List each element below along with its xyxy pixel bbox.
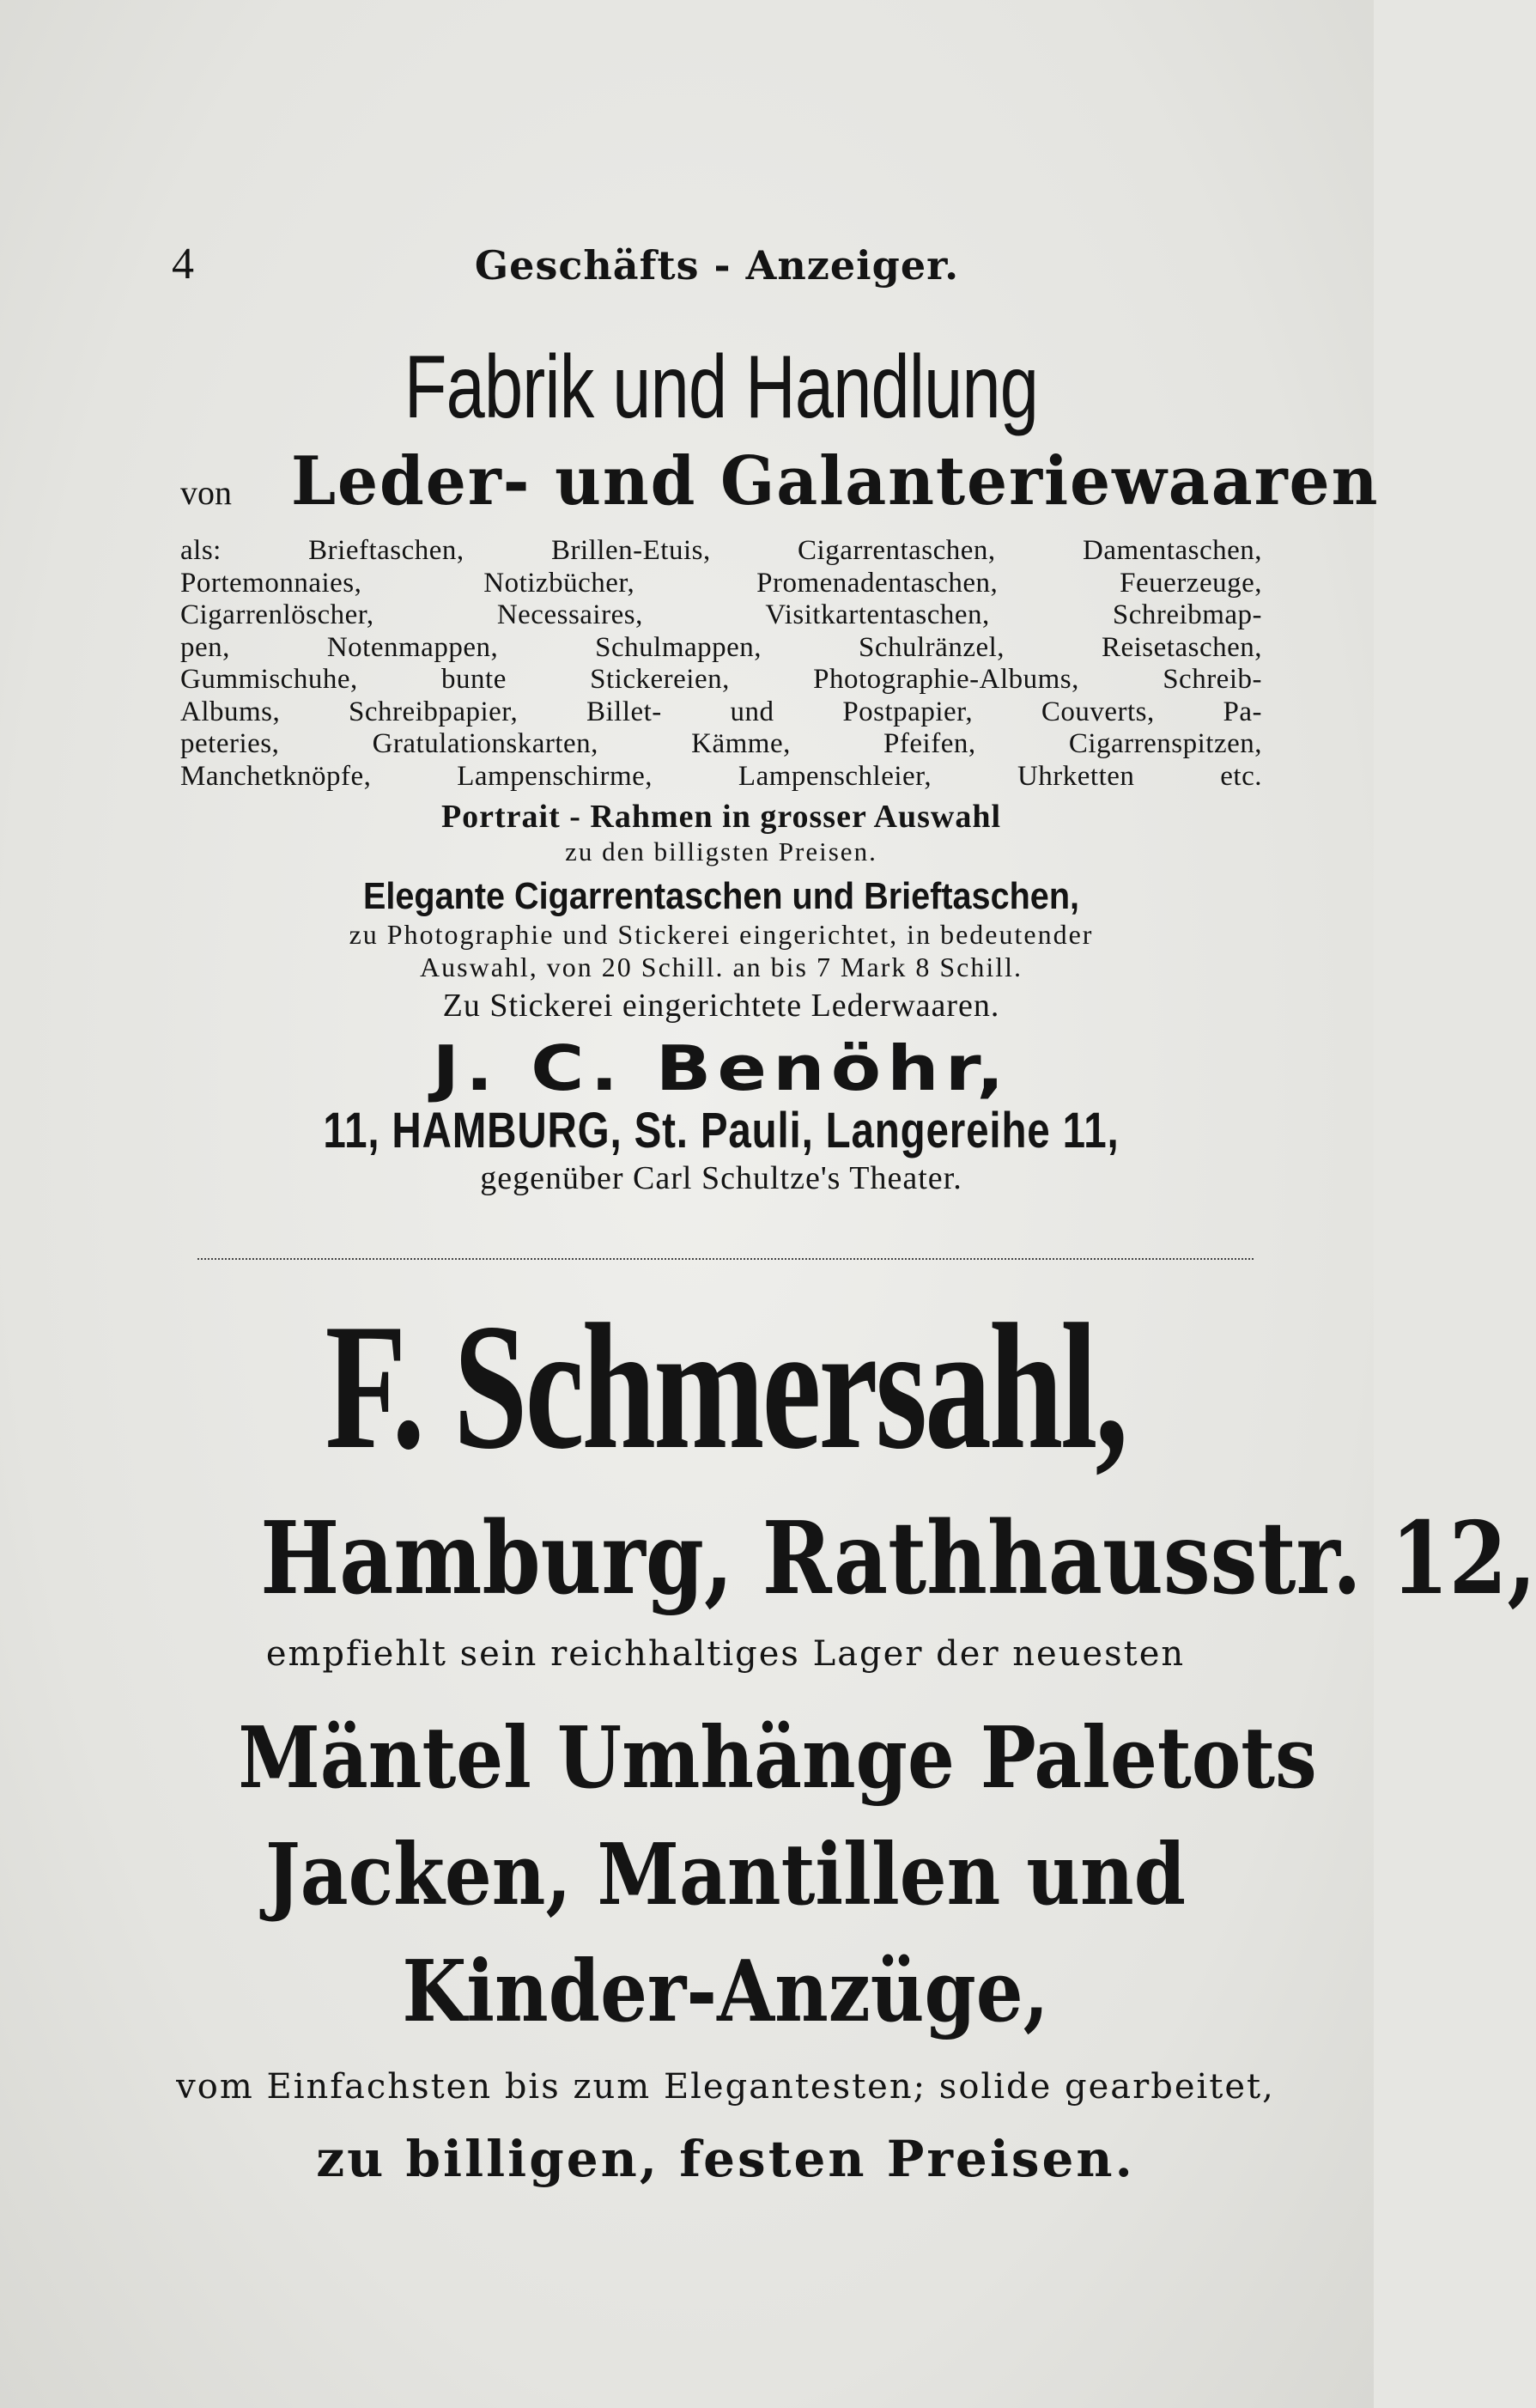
ad1-photo-line: zu Photographie und Stickerei eingerichtet, in bedeutender xyxy=(349,919,1094,950)
divider-rule xyxy=(197,1258,1254,1260)
ad2-goods-line-1: Mäntel Umhänge Paletots xyxy=(238,1709,1317,1808)
ad1-portrait-line: Portrait - Rahmen in grosser Auswahl xyxy=(440,799,1002,835)
ad2-prices: zu billigen, festen Preisen. xyxy=(316,2130,1135,2188)
product-line: Gummischuhe, bunte Stickereien, Photographie-Albums, Schreib- xyxy=(180,664,1262,695)
ad2-firm-name: F. Schmersahl, xyxy=(325,1287,1126,1487)
ad1-subtitle: Leder- und Galanteriewaaren xyxy=(291,442,1380,520)
advertisement-schmersahl xyxy=(172,1287,1536,2193)
product-line: pen, Notenmappen, Schulmappen, Schulränzel, Reisetaschen, xyxy=(180,631,1262,663)
ad1-opposite: gegenüber Carl Schultze's Theater. xyxy=(480,1160,962,1196)
ad1-product-list xyxy=(180,535,1262,793)
ad2-goods-line-2: Jacken, Mantillen und xyxy=(264,1826,1187,1925)
ad1-firm-name: J. C. Benöhr, xyxy=(432,1032,1011,1104)
ad1-stickerei-line: Zu Stickerei eingerichtete Lederwaaren. xyxy=(442,988,1000,1024)
page-header xyxy=(172,239,1262,299)
running-head: Geschäfts - Anzeiger. xyxy=(474,242,960,289)
page-number: 4 xyxy=(172,240,194,289)
product-line: Albums, Schreibpapier, Billet- und Postpapier, Couverts, Pa- xyxy=(180,696,1262,727)
ad2-goods-line-3: Kinder-Anzüge, xyxy=(402,1943,1049,2041)
ad1-title: Fabrik und Handlung xyxy=(404,337,1039,437)
product-line: Portemonnaies, Notizbücher, Promenadentaschen, Feuerzeuge, xyxy=(180,567,1262,599)
product-line: als: Brieftaschen, Brillen-Etuis, Cigarrentaschen, Damentaschen, xyxy=(180,535,1262,566)
product-line: Cigarrenlöscher, Necessaires, Visitkartentaschen, Schreibmap- xyxy=(180,599,1262,630)
product-line: peteries, Gratulationskarten, Kämme, Pfeifen, Cigarrenspitzen, xyxy=(180,728,1262,759)
ad2-range: vom Einfachsten bis zum Elegantesten; solide gearbeitet, xyxy=(176,2067,1275,2107)
ad2-intro: empfiehlt sein reichhaltiges Lager der neuesten xyxy=(265,1634,1186,1674)
ad1-photo-line: Auswahl, von 20 Schill. an bis 7 Mark 8 Schill. xyxy=(420,952,1023,982)
ad1-preise-line: zu den billigsten Preisen. xyxy=(565,836,877,867)
ad1-von: von xyxy=(180,473,232,512)
product-line: Manchetknöpfe, Lampenschirme, Lampenschleier, Uhrketten etc. xyxy=(180,760,1262,792)
ad2-address: Hamburg, Rathhausstr. 12, xyxy=(260,1500,1536,1617)
ad1-subtitle-row xyxy=(180,439,1380,525)
advertisement-benoehr xyxy=(180,337,1380,1198)
ad1-address: 11, HAMBURG, St. Pauli, Langereihe 11, xyxy=(323,1103,1120,1158)
ad1-elegant-line: Elegante Cigarrentaschen und Brieftaschen, xyxy=(362,875,1080,917)
